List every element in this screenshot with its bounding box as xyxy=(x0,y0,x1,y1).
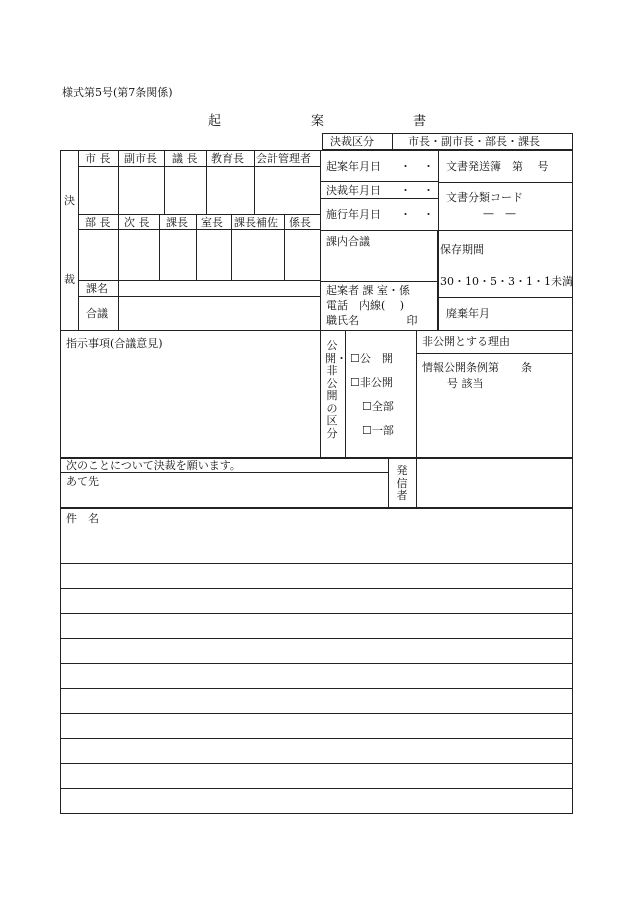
kiansha-line-1: 起案者 課 室・係 xyxy=(326,284,410,297)
main-divider xyxy=(320,150,321,458)
atesaki-label: あて先 xyxy=(66,475,99,488)
title-char-2: 案 xyxy=(311,114,325,129)
kiansha-line-3: 職氏名 印 xyxy=(326,314,418,327)
kian-date-label: 起案年月日 xyxy=(326,160,381,173)
ruled-line xyxy=(60,638,573,639)
bunsho-bunrui-label: 文書分類コード xyxy=(446,191,523,204)
header-jichou: 次 長 xyxy=(124,216,150,229)
gougi-label: 合議 xyxy=(86,307,108,320)
kessai-kubun-label: 決裁区分 xyxy=(330,135,374,148)
ruled-line xyxy=(60,588,573,589)
row1-header-line xyxy=(78,166,320,167)
header-kachou-hosa: 課長補佐 xyxy=(234,216,278,229)
document-page: 様式第5号(第7条関係) 起 案 書 決裁区分 市長・副市長・部長・課長 決 裁 市 長 副市長 議 長 教育長 会計管理者 部 長 次 長 課長 室長 課長補佐 係長 課名 合議 起案年月日 ・ ・ 決裁年月日 ・ ・ 施行年月日 ・ ・ 文書発送簿 第 号 文書分類コード — — 課内合議 保存期間 30・10・5・3・1・1未満 起案者 課 室・係 電話 内線( ) 職氏名 印 廃棄年月 指示事項(合議意見) 公開・非公開の区分 ☐公 開 ☐非公開 ☐全部 ☐一部 非公開とする理由 情報公開条例第 条 号 該当 次のことについて決裁を願います。 あて先 発信者 件 名 xyxy=(0,0,630,916)
jourei-line-2: 号 該当 xyxy=(447,377,484,390)
kenmei-label: 件 名 xyxy=(66,512,99,525)
title-char-1: 起 xyxy=(208,114,222,129)
ruled-line xyxy=(60,713,573,714)
koukai-option-zenbu: ☐全部 xyxy=(362,400,394,413)
kenmei-section xyxy=(60,508,573,814)
request-text: 次のことについて決裁を願います。 xyxy=(66,459,241,472)
hikoukai-reason-label: 非公開とする理由 xyxy=(422,335,510,348)
ruled-line xyxy=(60,738,573,739)
ruled-line xyxy=(60,663,573,664)
ruled-line xyxy=(60,763,573,764)
koukai-kubun-vertical: 公開・非公開の区分 xyxy=(325,339,347,440)
shiji-label: 指示事項(合議意見) xyxy=(66,337,163,350)
koukai-option-ichibu: ☐一部 xyxy=(362,424,394,437)
kessai-kubun-divider xyxy=(392,133,393,150)
ruled-line xyxy=(60,563,573,564)
kessai-column-divider xyxy=(78,150,79,330)
kessai-char-1: 決 xyxy=(64,194,75,207)
kessai-date-label: 決裁年月日 xyxy=(326,184,381,197)
header-buchou: 部 長 xyxy=(85,216,111,229)
kanai-gougi-label: 課内合議 xyxy=(326,235,370,248)
header-kyouikuchou: 教育長 xyxy=(211,152,244,165)
header-kakarichou: 係長 xyxy=(289,216,311,229)
bunsho-hassou-label: 文書発送簿 第 号 xyxy=(446,160,549,173)
kessai-char-2: 裁 xyxy=(64,273,75,286)
hozon-kikan-values: 30・10・5・3・1・1未満 xyxy=(440,275,573,288)
bunrui-dashes: — — xyxy=(483,207,516,220)
jourei-line-1: 情報公開条例第 条 xyxy=(422,361,532,374)
ruled-line xyxy=(60,613,573,614)
header-shichou: 市 長 xyxy=(85,152,111,165)
koukai-option-hikoukai: ☐非公開 xyxy=(350,376,393,389)
koukai-option-koukai: ☐公 開 xyxy=(350,352,393,365)
haiki-label: 廃棄年月 xyxy=(446,307,490,320)
header-fukushichou: 副市長 xyxy=(124,152,157,165)
shikou-date-label: 施行年月日 xyxy=(326,208,381,221)
header-gichou: 議 長 xyxy=(172,152,198,165)
kiansha-line-2: 電話 内線( ) xyxy=(326,299,405,312)
ruled-line xyxy=(60,788,573,789)
title-char-3: 書 xyxy=(413,114,427,129)
header-shitsuchou: 室長 xyxy=(201,216,223,229)
header-kaikei-kanrisha: 会計管理者 xyxy=(256,152,311,165)
ruled-line xyxy=(60,688,573,689)
kessai-kubun-value: 市長・副市長・部長・課長 xyxy=(408,135,540,148)
header-kachou: 課長 xyxy=(166,216,188,229)
form-number: 様式第5号(第7条関係) xyxy=(62,86,173,99)
hasshinsha-vertical: 発信者 xyxy=(396,464,408,502)
hozon-kikan-label: 保存期間 xyxy=(440,243,484,256)
kamei-label: 課名 xyxy=(86,282,108,295)
